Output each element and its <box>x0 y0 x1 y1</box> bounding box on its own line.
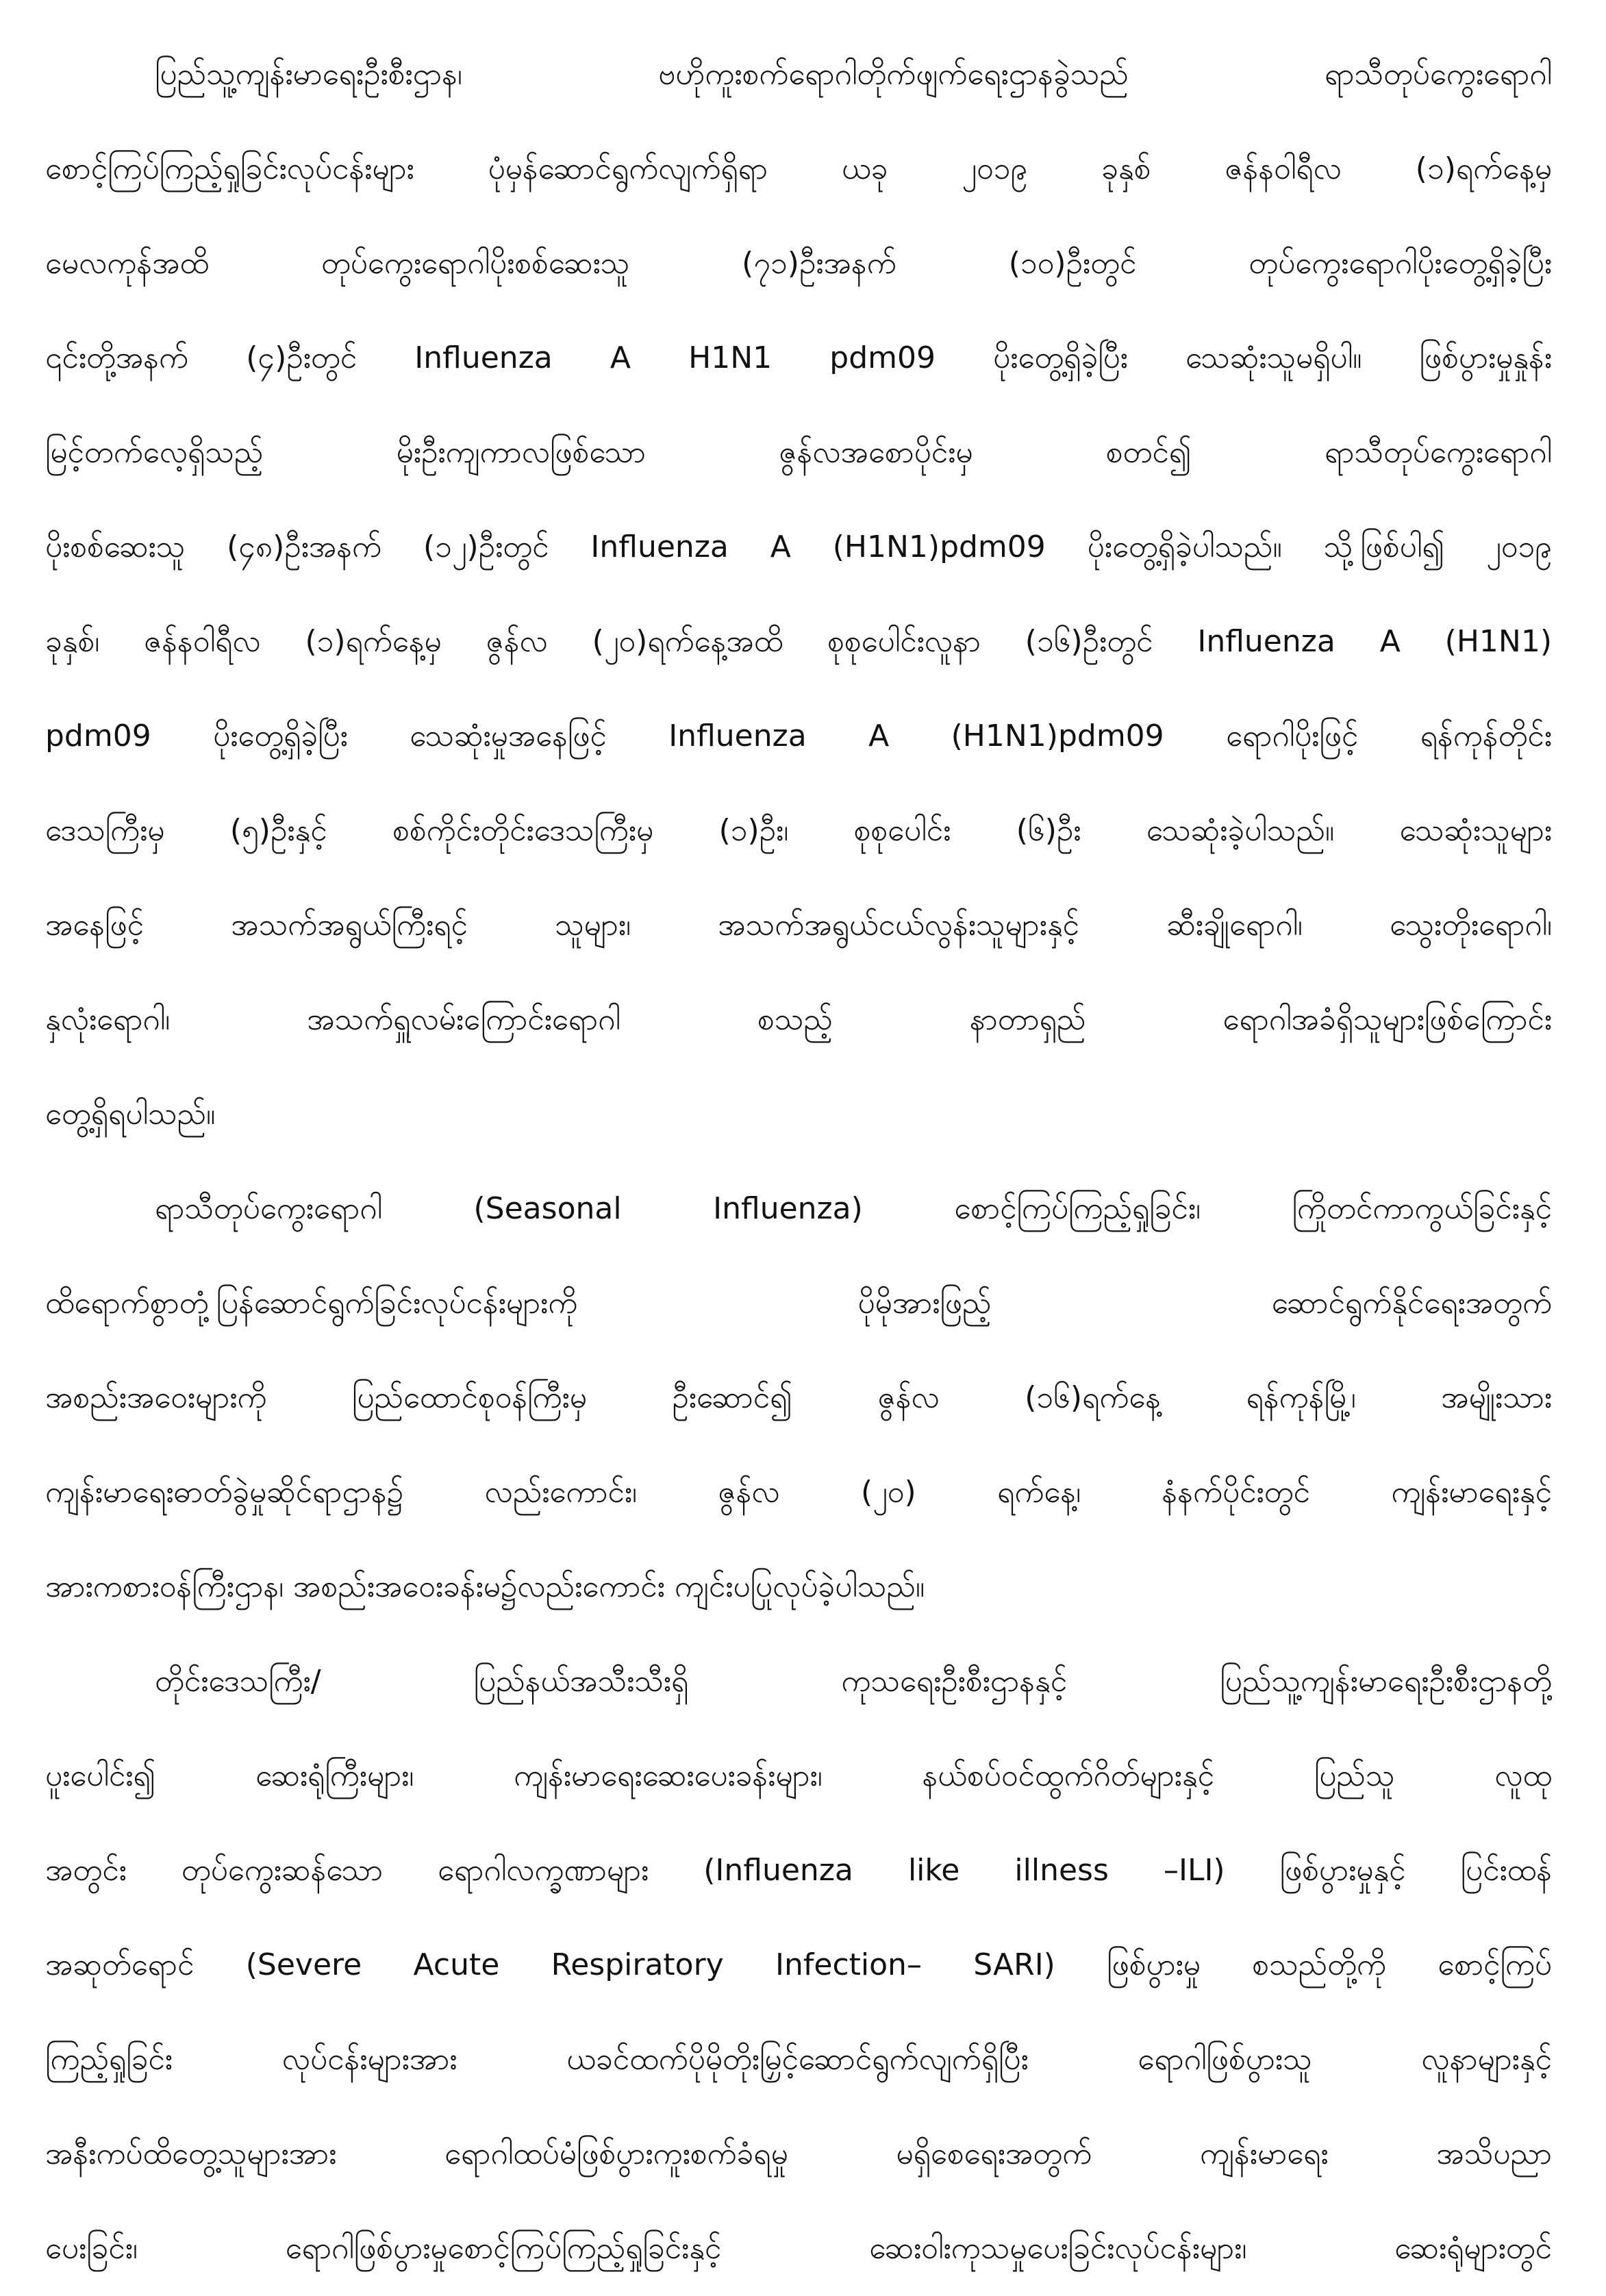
text-line: မြင့်တက်လေ့ရှိသည့် မိုးဦးကျကာလဖြစ်သော ဇွန်လအစောပိုင်းမှ စတင်၍ ရာသီတုပ်ကွေးရောဂါ <box>45 435 1552 470</box>
text-line: အားကစားဝန်ကြီးဌာန၊ အစည်းအဝေးခန်းမ၌လည်းကောင်း ကျင်းပပြုလုပ်ခဲ့ပါသည်။ <box>45 1569 925 1604</box>
text-line: အစည်းအဝေးများကို ပြည်ထောင်စုဝန်ကြီးမှ ဦးဆောင်၍ ဇွန်လ (၁၆)ရက်နေ့ ရန်ကုန်မြို့၊ အမျိုးသား <box>45 1380 1552 1415</box>
text-line: ၎င်းတို့အနက် (၄)ဦးတွင် Influenza A H1N1 pdm09 ပိုးတွေ့ရှိခဲ့ပြီး သေဆုံးသူမရှိပါ။ ဖြစ်ပွားမှုနှုန်း <box>45 340 1552 375</box>
text-line: ရာသီတုပ်ကွေးရောဂါ (Seasonal Influenza) စောင့်ကြပ်ကြည့်ရှုခြင်း၊ ကြိုတင်ကာကွယ်ခြင်းနှင့် <box>155 1191 1552 1226</box>
text-line: ခုနှစ်၊ ဇန်နဝါရီလ (၁)ရက်နေ့မှ ဇွန်လ (၂၀)ရက်နေ့အထိ စုစုပေါင်းလူနာ (၁၆)ဦးတွင် Influenza A (H1N1) <box>45 624 1552 659</box>
text-line: pdm09 ပိုးတွေ့ရှိခဲ့ပြီး သေဆုံးမှုအနေဖြင့် Influenza A (H1N1)pdm09 ရောဂါပိုးဖြင့် ရန်ကုန်တိုင်း <box>45 719 1552 753</box>
text-line: အတွင်း တုပ်ကွေးဆန်သော ရောဂါလက္ခဏာများ (Influenza like illness –ILI) ဖြစ်ပွားမှုနှင့် ပြင်းထန် <box>45 1853 1552 1888</box>
text-line: ပြည်သူ့ကျန်းမာရေးဦးစီးဌာန၊ ဗဟိုကူးစက်ရောဂါတိုက်ဖျက်ရေးဌာနခွဲသည် ရာသီတုပ်ကွေးရောဂါ <box>155 57 1552 92</box>
paragraph-3 <box>45 1634 1552 2296</box>
paragraph-2 <box>45 1162 1552 1634</box>
text-line: အဆုတ်ရောင် (Severe Acute Respiratory Infection– SARI) ဖြစ်ပွားမှု စသည်တို့ကို စောင့်ကြပ် <box>45 1947 1552 1982</box>
text-line: ပူးပေါင်း၍ ဆေးရုံကြီးများ၊ ကျန်းမာရေးဆေးပေးခန်းများ၊ နယ်စပ်ဝင်ထွက်ဂိတ်များနှင့် ပြည်သူ လူထု <box>45 1758 1552 1793</box>
text-line: မေလကုန်အထိ တုပ်ကွေးရောဂါပိုးစစ်ဆေးသူ (၇၁)ဦးအနက် (၁၀)ဦးတွင် တုပ်ကွေးရောဂါပိုးတွေ့ရှိခဲ့ပြီး <box>45 246 1552 281</box>
text-line: ဒေသကြီးမှ (၅)ဦးနှင့် စစ်ကိုင်းတိုင်းဒေသကြီးမှ (၁)ဦး၊ စုစုပေါင်း (၆)ဦး သေဆုံးခဲ့ပါသည်။ သေဆုံးသူများ <box>45 813 1552 848</box>
text-line: ထိရောက်စွာတုံ့ပြန်ဆောင်ရွက်ခြင်းလုပ်ငန်းများကို ပိုမိုအားဖြည့် ဆောင်ရွက်နိုင်ရေးအတွက် <box>45 1286 1552 1321</box>
text-line: နှလုံးရောဂါ၊ အသက်ရှူလမ်းကြောင်းရောဂါ စသည့် နာတာရှည် ရောဂါအခံရှိသူများဖြစ်ကြောင်း <box>45 1002 1552 1037</box>
text-line: အနီးကပ်ထိတွေ့သူများအား ရောဂါထပ်မံဖြစ်ပွားကူးစက်ခံရမှု မရှိစေရေးအတွက် ကျန်းမာရေး အသိပညာ <box>45 2136 1552 2171</box>
text-line: အနေဖြင့် အသက်အရွယ်ကြီးရင့် သူများ၊ အသက်အရွယ်ငယ်လွန်းသူများနှင့် ဆီးချိုရောဂါ၊ သွေးတိုးရောဂါ၊ <box>45 908 1552 943</box>
text-line: ပိုးစစ်ဆေးသူ (၄၈)ဦးအနက် (၁၂)ဦးတွင် Influenza A (H1N1)pdm09 ပိုးတွေ့ရှိခဲ့ပါသည်။ သို့ဖြစ်ပါ၍ ၂၀၁၉ <box>45 529 1552 564</box>
text-line: ကြည့်ရှုခြင်း လုပ်ငန်းများအား ယခင်ထက်ပိုမိုတိုးမြှင့်ဆောင်ရွက်လျက်ရှိပြီး ရောဂါဖြစ်ပွားသူ လူနာများနှင့် <box>45 2042 1552 2077</box>
text-line: ပေးခြင်း၊ ရောဂါဖြစ်ပွားမှုစောင့်ကြပ်ကြည့်ရှုခြင်းနှင့် ဆေးဝါးကုသမှုပေးခြင်းလုပ်ငန်းများ၊ ဆေးရုံများတွင် <box>45 2231 1552 2266</box>
text-line: တွေ့ရှိရပါသည်။ <box>45 1097 216 1132</box>
document-body <box>45 27 1552 2296</box>
text-line: စောင့်ကြပ်ကြည့်ရှုခြင်းလုပ်ငန်းများ ပုံမှန်ဆောင်ရွက်လျက်ရှိရာ ယခု ၂၀၁၉ ခုနှစ် ဇန်နဝါရီလ (၁)ရက်နေ့မှ <box>45 151 1552 186</box>
text-line: ကျန်းမာရေးဓာတ်ခွဲမှုဆိုင်ရာဌာန၌ လည်းကောင်း၊ ဇွန်လ (၂၀) ရက်နေ့၊ နံနက်ပိုင်းတွင် ကျန်းမာရေးနှင့် <box>45 1475 1552 1510</box>
text-line: တိုင်းဒေသကြီး/ ပြည်နယ်အသီးသီးရှိ ကုသရေးဦးစီးဌာနနှင့် ပြည်သူ့ကျန်းမာရေးဦးစီးဌာနတို့ <box>155 1664 1552 1699</box>
paragraph-1 <box>45 27 1552 1162</box>
